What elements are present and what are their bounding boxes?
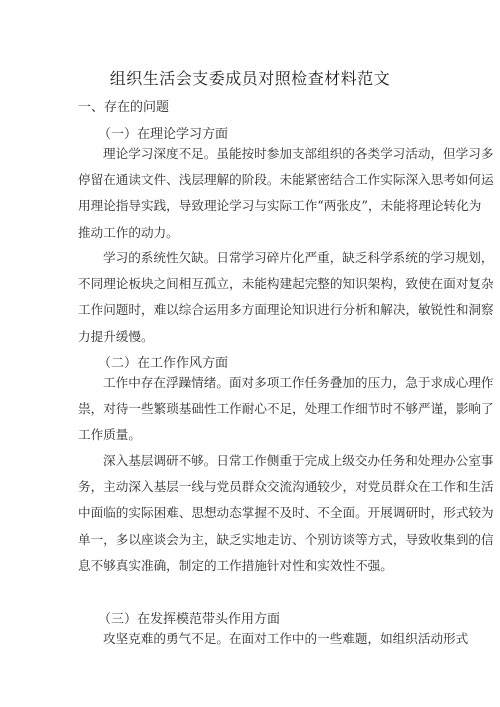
paragraph-work-research [78, 448, 494, 579]
paragraph-line: 停留在通读文件、浅层理解的阶段。未能紧密结合工作实际深入思考如何运 [78, 172, 494, 188]
paragraph-line: 中面临的实际困难、思想动态掌握不及时、不全面。开展调研时，形式较为 [78, 505, 494, 521]
paragraph-line: 用理论指导实践，导致理论学习与实际工作“两张皮”，未能将理论转化为 [78, 198, 482, 214]
paragraph-line: 推动工作的动力。 [78, 224, 179, 240]
paragraph-line: 不同理论板块之间相互孤立，未能构建起完整的知识架构，致使在面对复杂 [78, 276, 494, 292]
paragraph-line: 息不够真实准确，制定的工作措施针对性和实效性不强。 [78, 557, 393, 573]
paragraph-work-impatience [78, 370, 494, 449]
paragraph-line: 深入基层调研不够。日常工作侧重于完成上级交办任务和处理办公室事 [103, 453, 494, 468]
paragraph-line: 工作问题时，难以综合运用多方面理论知识进行分析和解决，敏锐性和洞察 [78, 302, 494, 318]
paragraph-theory-system [78, 245, 494, 350]
subsection-heading-work-style: （二）在工作作风方面 [98, 356, 229, 371]
paragraph-line: 祟，对待一些繁琐基础性工作耐心不足，处理工作细节时不够严谨，影响了 [78, 401, 494, 417]
subsection-heading-role-model: （三）在发挥模范带头作用方面 [98, 612, 281, 627]
paragraph-role-model-courage [78, 626, 469, 652]
paragraph-line: 力提升缓慢。 [78, 328, 154, 344]
paragraph-line: 单一，多以座谈会为主，缺乏实地走访、个别访谈等方式，导致收集到的信 [78, 531, 494, 547]
paragraph-line: 务，主动深入基层一线与党员群众交流沟通较少，对党员群众在工作和生活 [78, 479, 494, 495]
paragraph-line: 工作质量。 [78, 427, 141, 443]
document-title: 组织生活会支委成员对照检查材料范文 [109, 69, 391, 88]
paragraph-line: 学习的系统性欠缺。日常学习碎片化严重，缺乏科学系统的学习规划， [103, 250, 494, 265]
subsection-heading-theory: （一）在理论学习方面 [98, 127, 229, 142]
paragraph-line: 工作中存在浮躁情绪。面对多项工作任务叠加的压力，急于求成心理作 [103, 375, 494, 390]
paragraph-line: 攻坚克难的勇气不足。在面对工作中的一些难题，如组织活动形式 [103, 631, 469, 646]
section-heading-problems: 一、存在的问题 [78, 100, 170, 115]
paragraph-theory-depth [78, 141, 494, 246]
paragraph-line: 理论学习深度不足。虽能按时参加支部组织的各类学习活动，但学习多 [103, 146, 494, 161]
